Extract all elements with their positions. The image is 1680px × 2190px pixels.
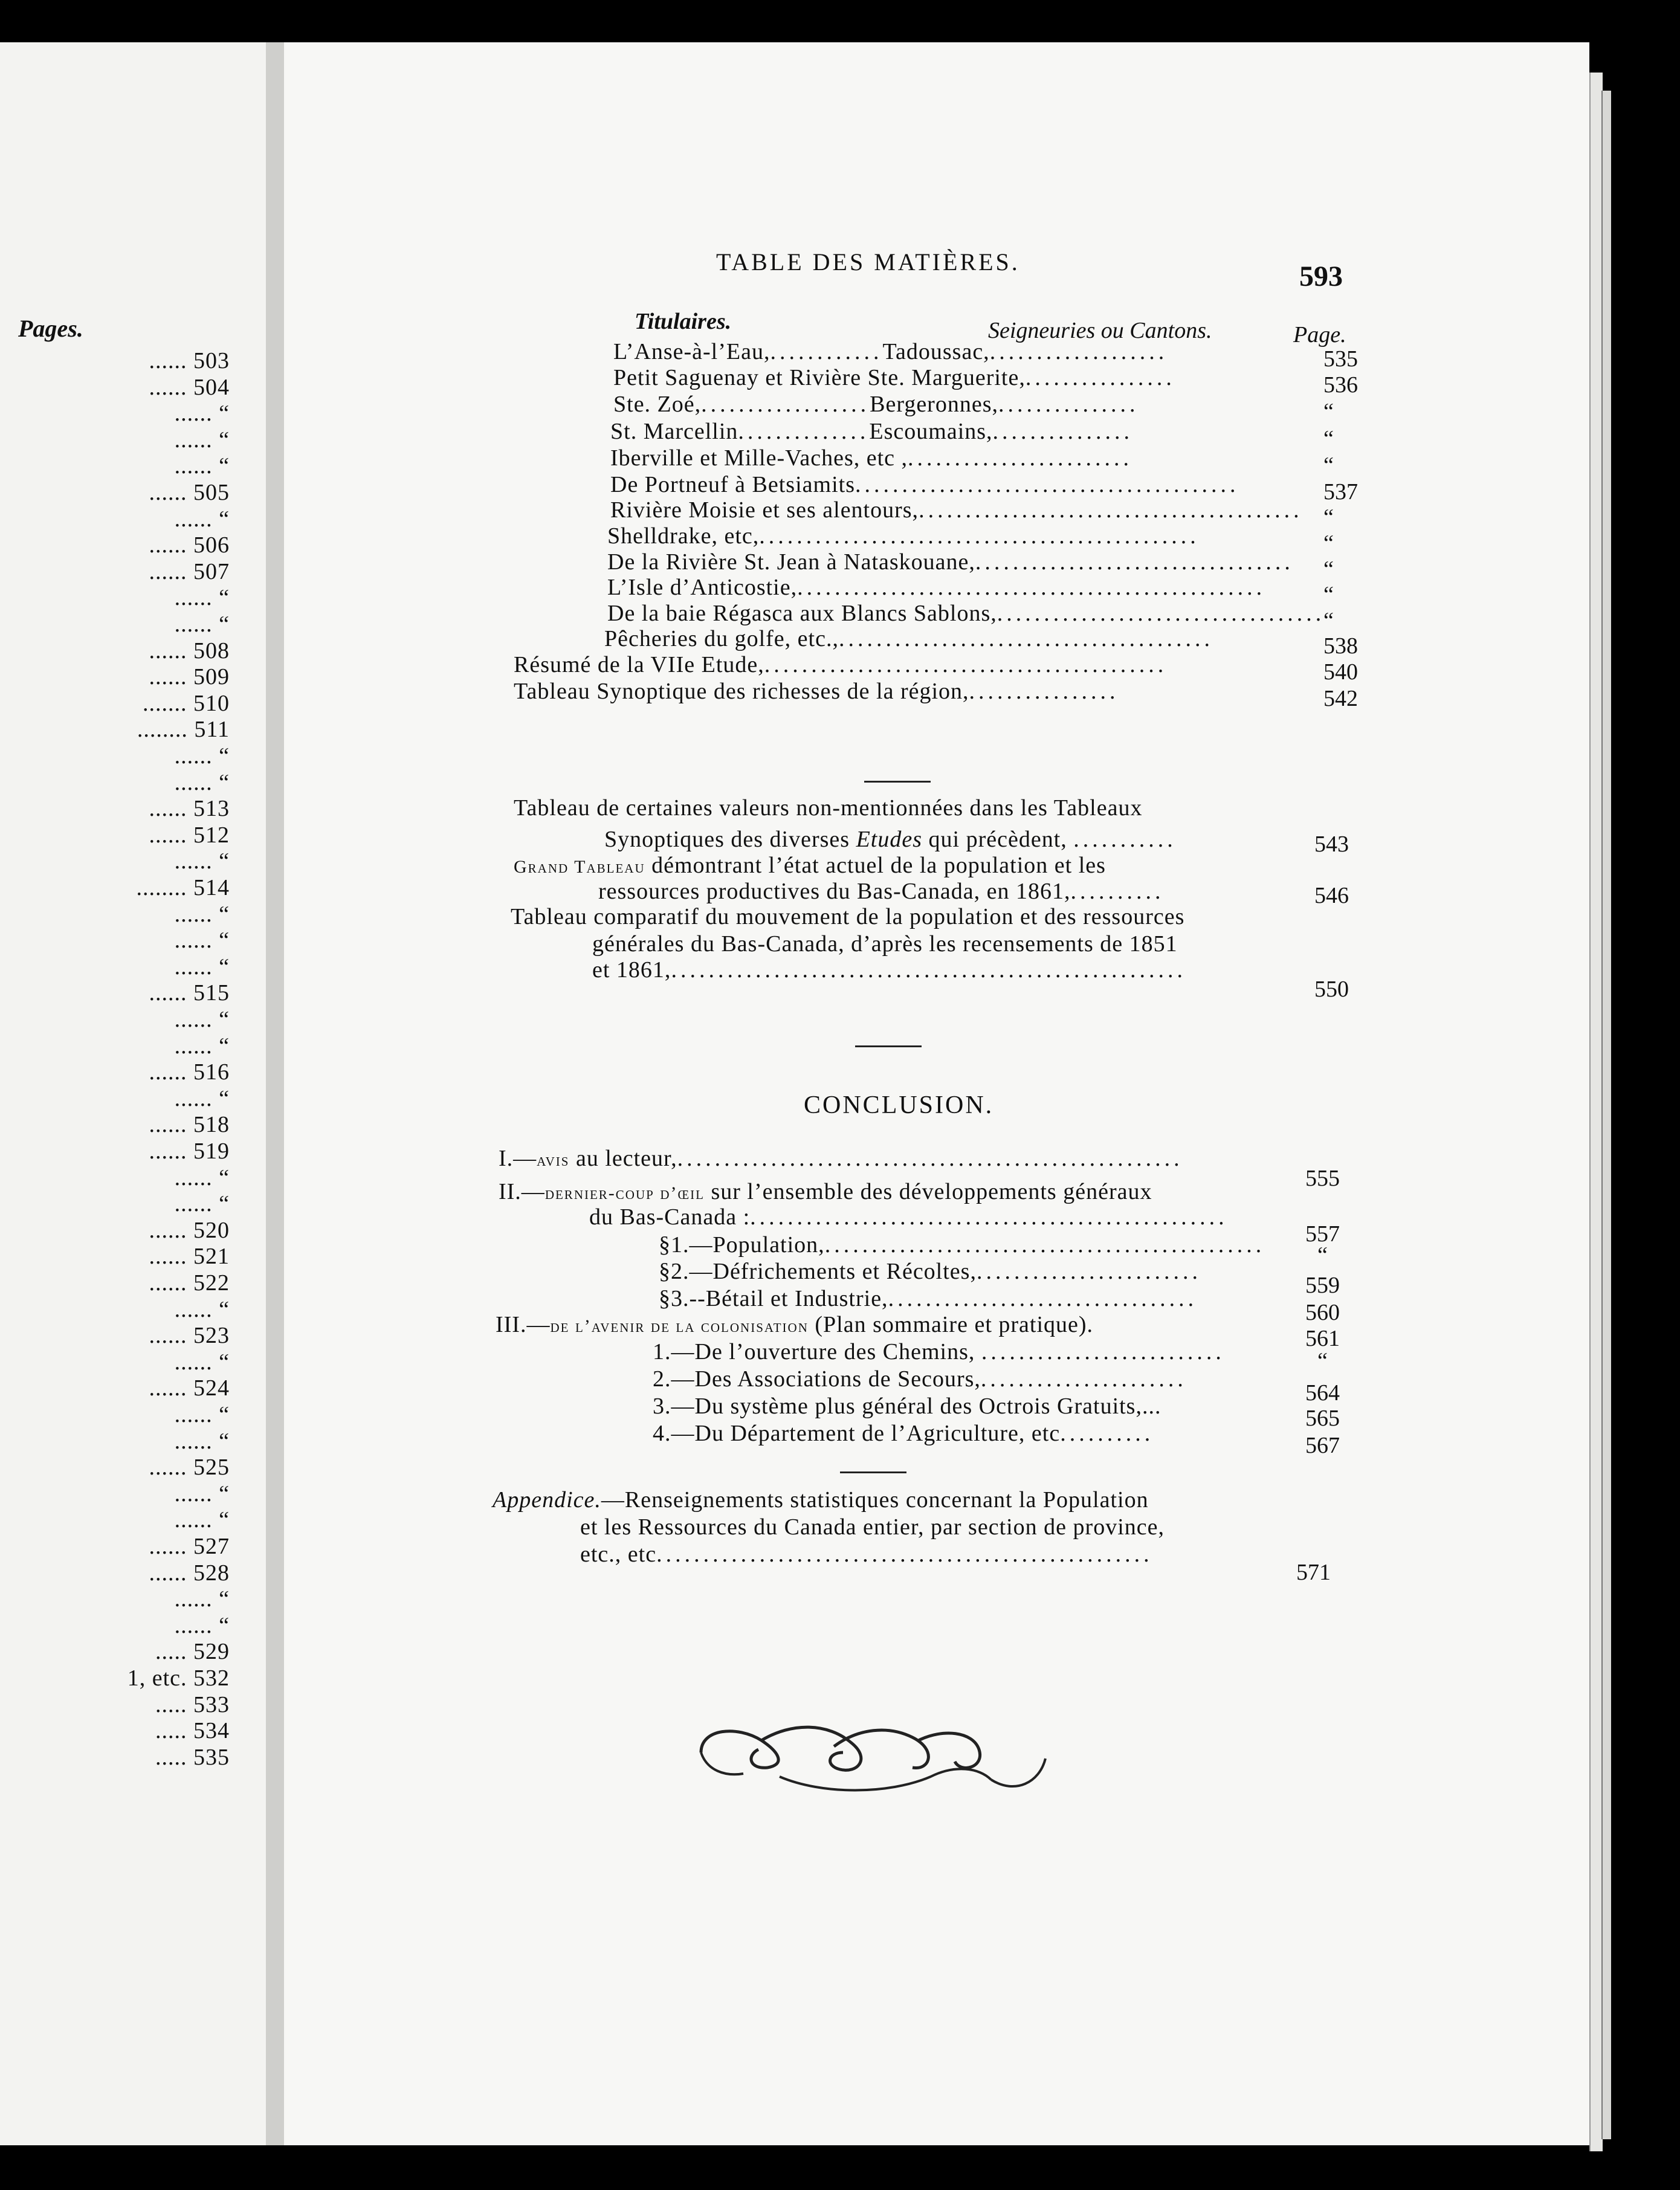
- text: Résumé de la VIIe Etude,: [514, 652, 764, 677]
- leader-dots: ...................................: [997, 601, 1325, 626]
- gutter: [266, 42, 284, 2145]
- left-page-row: ...... “: [174, 1007, 230, 1032]
- page-543: 543: [1314, 832, 1349, 857]
- left-page-row: ...... 521: [149, 1244, 230, 1270]
- text: Petit Saguenay et Rivière Ste. Marguerite,: [613, 365, 1026, 390]
- leader-dots: .........................................: [855, 472, 1239, 497]
- left-page-row: ....... 510: [143, 690, 230, 716]
- left-page-row: ...... “: [174, 901, 230, 927]
- leader-dots: ......................................................: [677, 1146, 1183, 1171]
- text: Rivière Moisie et ses alentours,: [610, 497, 919, 523]
- toc-page-number: 538: [1323, 633, 1358, 659]
- toc-entry: [514, 651, 1167, 678]
- left-page-row: ...... 503: [149, 348, 230, 373]
- seigneurie: Bergeronnes,: [870, 392, 998, 417]
- text: Shelldrake, etc,: [607, 523, 760, 549]
- toc-entry: [604, 625, 1213, 652]
- numeral: I.—: [499, 1146, 537, 1171]
- toc-page-number: “: [1323, 505, 1334, 530]
- page-559: 559: [1305, 1273, 1340, 1298]
- left-page: [0, 42, 266, 2145]
- text: 1.—De l’ouverture des Chemins,: [653, 1339, 975, 1365]
- toc-s3-betail: [659, 1285, 1197, 1312]
- left-page-row: ...... 527: [149, 1534, 230, 1559]
- toc-tableau-comparatif: Tableau comparatif du mouvement de la population et des ressources: [511, 904, 1185, 929]
- left-page-row: ...... “: [174, 427, 230, 453]
- left-page-row: ...... 524: [149, 1375, 230, 1401]
- toc-entry: [610, 445, 1132, 471]
- left-page-row: ...... “: [174, 1296, 230, 1322]
- leader-dots: ...................................................: [750, 1204, 1228, 1230]
- right-page: [284, 42, 1589, 2145]
- left-page-row: ..... 534: [155, 1718, 230, 1744]
- left-page-row: ...... “: [174, 1033, 230, 1059]
- left-page-row: ...... 523: [149, 1323, 230, 1349]
- leader-dots: ..................................: [975, 549, 1294, 575]
- text: du Bas-Canada :: [589, 1204, 751, 1230]
- toc-appendice: [493, 1487, 1149, 1513]
- leader-dots: ..................: [701, 392, 870, 417]
- page-edge-back: [1601, 91, 1611, 2139]
- left-page-row: ...... “: [174, 1191, 230, 1217]
- leader-dots: .........................................: [919, 497, 1303, 523]
- toc-entry: [607, 549, 1294, 575]
- page-550: 550: [1314, 977, 1349, 1002]
- toc-c4-departement: [653, 1420, 1154, 1447]
- toc-entry: [613, 364, 1175, 391]
- text: §2.—Défrichements et Récoltes,: [659, 1259, 977, 1284]
- left-page-row: ...... 505: [149, 480, 230, 505]
- conclusion-title: CONCLUSION.: [804, 1091, 994, 1119]
- text: démontrant l’état actuel de la population et les: [645, 853, 1106, 878]
- text: Iberville et Mille-Vaches, etc ,: [610, 445, 908, 471]
- left-page-row: ...... “: [174, 1402, 230, 1427]
- page-s1: “: [1317, 1242, 1328, 1268]
- left-page-row: ...... 519: [149, 1139, 230, 1164]
- toc-ii-l2: [589, 1204, 1228, 1230]
- left-page-row: ..... 533: [155, 1691, 230, 1717]
- leader-dots: ..........: [1060, 1421, 1154, 1446]
- left-page-row: ........ 511: [137, 717, 230, 743]
- toc-page-number: “: [1323, 608, 1334, 633]
- left-page-row: ..... 535: [155, 1744, 230, 1770]
- left-page-row: ...... 513: [149, 796, 230, 822]
- left-page-row: ...... “: [174, 453, 230, 479]
- left-page-row: ...... “: [174, 506, 230, 532]
- text-italic: Etudes: [856, 827, 923, 852]
- text: §3.--Bétail et Industrie,: [659, 1286, 888, 1311]
- left-page-row: ...... 504: [149, 374, 230, 400]
- toc-page-number: “: [1323, 531, 1334, 556]
- leader-dots: ..........: [1070, 879, 1165, 904]
- text: De la baie Régasca aux Blancs Sablons,: [607, 601, 997, 626]
- small-caps: dernier-coup d’œil: [544, 1183, 705, 1203]
- left-page-row: ...... 506: [149, 532, 230, 558]
- text: au lecteur,: [569, 1146, 677, 1171]
- left-page-row: ...... “: [174, 1164, 230, 1190]
- toc-page-number: 535: [1323, 346, 1358, 372]
- toc-entry: [610, 471, 1239, 498]
- text: 4.—Du Département de l’Agriculture, etc: [653, 1421, 1061, 1446]
- toc-page-number: 540: [1323, 659, 1358, 685]
- toc-entry: [607, 600, 1325, 627]
- toc-entry: [607, 574, 1265, 601]
- toc-page-number: “: [1323, 453, 1334, 478]
- leader-dots: ...............................................: [824, 1232, 1265, 1258]
- toc-page-number: “: [1323, 582, 1334, 607]
- toc-entry: [613, 338, 1168, 365]
- text: Ste. Zoé,: [613, 392, 702, 417]
- leader-dots: .......................................................: [671, 957, 1186, 983]
- text: et 1861,: [592, 957, 671, 983]
- toc-appendice-l3: [580, 1541, 1153, 1568]
- col-pages: Page.: [1293, 322, 1346, 347]
- toc-entry: [613, 391, 1139, 418]
- text: Pêcheries du golfe, etc.,: [604, 626, 839, 651]
- text: L’Anse-à-l’Eau,: [613, 339, 771, 364]
- left-page-row: ...... 520: [149, 1217, 230, 1243]
- left-page-row: ...... “: [174, 743, 230, 769]
- rule-1: [864, 781, 931, 783]
- toc-entry: [610, 497, 1303, 523]
- page-571: 571: [1296, 1560, 1331, 1585]
- toc-grand-tableau: [514, 852, 1106, 879]
- toc-page-number: 536: [1323, 372, 1358, 398]
- text: 2.—Des Associations de Secours,: [653, 1366, 981, 1392]
- left-page-row: ...... 512: [149, 822, 230, 848]
- seigneurie: Tadoussac,: [882, 339, 990, 364]
- leader-dots: ................: [1025, 365, 1175, 390]
- toc-s1-population: [659, 1232, 1265, 1258]
- appendix-label: Appendice.: [493, 1487, 601, 1513]
- leader-dots: ........................: [908, 445, 1133, 471]
- left-page-row: ...... 508: [149, 638, 230, 664]
- page-561: 561: [1305, 1326, 1340, 1351]
- left-page-row: ...... 507: [149, 558, 230, 584]
- left-page-row: ...... “: [174, 612, 230, 637]
- text: (Plan sommaire et pratique).: [808, 1312, 1094, 1337]
- left-page-row: ........ 514: [136, 875, 230, 900]
- left-page-row: ...... 522: [149, 1270, 230, 1296]
- col-titulaires: Titulaires.: [635, 309, 732, 334]
- left-page-row: ...... “: [174, 401, 230, 427]
- toc-s2-defrichements: [659, 1258, 1201, 1285]
- leader-dots: ........................................: [838, 626, 1213, 651]
- toc-tableau-valeurs: Tableau de certaines valeurs non-mentionnées dans les Tableaux: [514, 795, 1143, 821]
- toc-appendice-l2: et les Ressources du Canada entier, par section de province,: [580, 1514, 1165, 1540]
- leader-dots: .....................................................: [656, 1542, 1153, 1567]
- left-page-row: ...... 509: [149, 664, 230, 690]
- left-page-row: ...... 518: [149, 1112, 230, 1138]
- left-page-row: ...... 515: [149, 980, 230, 1006]
- leader-dots: ...............................................: [759, 523, 1200, 549]
- left-page-row: ...... 516: [149, 1059, 230, 1085]
- left-page-row: ...... 525: [149, 1455, 230, 1481]
- text: L’Isle d’Anticostie,: [607, 575, 798, 600]
- toc-ii-dernier-coup: [499, 1178, 1152, 1205]
- leader-dots: ............: [770, 339, 883, 364]
- page-557: 557: [1305, 1221, 1340, 1247]
- toc-grand-tableau-l2: [598, 878, 1165, 905]
- text: Tableau Synoptique des richesses de la région,: [514, 679, 969, 704]
- small-caps: de l’avenir de la colonisation: [550, 1316, 809, 1336]
- leader-dots: ..................................................: [797, 575, 1266, 600]
- page-560: 560: [1305, 1300, 1340, 1325]
- page-555: 555: [1305, 1166, 1340, 1191]
- left-page-row: ...... “: [174, 1085, 230, 1111]
- numeral: II.—: [499, 1179, 545, 1204]
- leader-dots: .................................: [888, 1286, 1198, 1311]
- toc-page-number: “: [1323, 399, 1334, 424]
- page-567: 567: [1305, 1433, 1340, 1458]
- text: §1.—Population,: [659, 1232, 825, 1258]
- left-page-row: ...... “: [174, 1428, 230, 1454]
- page-546: 546: [1314, 883, 1349, 908]
- page-edge: [1589, 73, 1603, 2151]
- text: ressources productives du Bas-Canada, en 1861,: [598, 879, 1071, 904]
- leader-dots: ...........................................: [764, 652, 1168, 677]
- leader-dots: ........................: [976, 1259, 1201, 1284]
- toc-entry: [607, 523, 1200, 549]
- toc-page-number: “: [1323, 426, 1334, 451]
- toc-entry: [610, 418, 1133, 445]
- text: —Renseignements statistiques concernant la Population: [601, 1487, 1149, 1513]
- toc-page-number: 542: [1323, 686, 1358, 711]
- leader-dots: ......................: [980, 1366, 1187, 1392]
- left-page-row: ..... 529: [155, 1639, 230, 1665]
- rule-3: [840, 1471, 906, 1473]
- toc-c3-octrois: 3.—Du système plus général des Octrois Gratuits,...: [653, 1394, 1161, 1419]
- toc-iii-avenir: [496, 1311, 1093, 1338]
- ornament-flourish: [689, 1698, 1064, 1807]
- leader-dots: ................: [969, 679, 1119, 704]
- numeral: III.—: [496, 1312, 551, 1337]
- small-caps: Grand Tableau: [514, 857, 645, 877]
- rule-2: [855, 1045, 922, 1047]
- text: sur l’ensemble des développements généraux: [704, 1179, 1152, 1204]
- toc-tableau-comparatif-l2: générales du Bas-Canada, d’après les recensements de 1851: [592, 931, 1178, 957]
- leader-dots: ...............: [992, 419, 1134, 444]
- page-565: 565: [1305, 1406, 1340, 1431]
- toc-page-number: “: [1323, 557, 1334, 582]
- left-page-row: ...... “: [174, 585, 230, 611]
- text: De la Rivière St. Jean à Nataskouane,: [607, 549, 975, 575]
- left-page-row: ...... “: [174, 769, 230, 795]
- leader-dots: ..............: [738, 419, 870, 444]
- toc-page-number: 537: [1323, 479, 1358, 505]
- text: Synoptiques des diverses: [604, 827, 856, 852]
- left-page-row: ...... “: [174, 1586, 230, 1612]
- page-number: 593: [1299, 260, 1343, 292]
- page-c1: “: [1317, 1348, 1328, 1374]
- left-page-row: ...... “: [174, 848, 230, 874]
- toc-tableau-valeurs-l2: [604, 826, 1177, 853]
- left-page-row: ...... 528: [149, 1560, 230, 1586]
- toc-c1-chemins: [653, 1339, 1225, 1365]
- left-pages-header: Pages.: [18, 315, 83, 342]
- left-page-row: ...... “: [174, 1349, 230, 1375]
- leader-dots: ...........: [1073, 827, 1177, 852]
- text: qui précèdent,: [922, 827, 1067, 852]
- text: etc., etc: [580, 1542, 657, 1567]
- leader-dots: ..........................: [981, 1339, 1225, 1365]
- left-page-row: ...... “: [174, 1507, 230, 1533]
- col-seigneuries: Seigneuries ou Cantons.: [988, 318, 1212, 343]
- left-page-row: ...... “: [174, 954, 230, 980]
- toc-i-avis: [499, 1145, 1183, 1172]
- leader-dots: ...................: [989, 339, 1168, 364]
- toc-tableau-comparatif-l3: [592, 957, 1186, 983]
- text: St. Marcellin: [610, 419, 738, 444]
- left-page-row: ...... “: [174, 1612, 230, 1638]
- page-564: 564: [1305, 1380, 1340, 1406]
- seigneurie: Escoumains,: [869, 419, 993, 444]
- left-page-row: 1, etc. 532: [127, 1665, 230, 1691]
- small-caps: avis: [537, 1150, 570, 1170]
- left-page-row: ...... “: [174, 1481, 230, 1507]
- toc-entry: [514, 678, 1119, 705]
- leader-dots: ...............: [998, 392, 1139, 417]
- running-head: TABLE DES MATIÈRES.: [716, 248, 1020, 276]
- toc-c2-associations: [653, 1366, 1187, 1392]
- left-page-row: ...... “: [174, 928, 230, 954]
- text: De Portneuf à Betsiamits: [610, 472, 855, 497]
